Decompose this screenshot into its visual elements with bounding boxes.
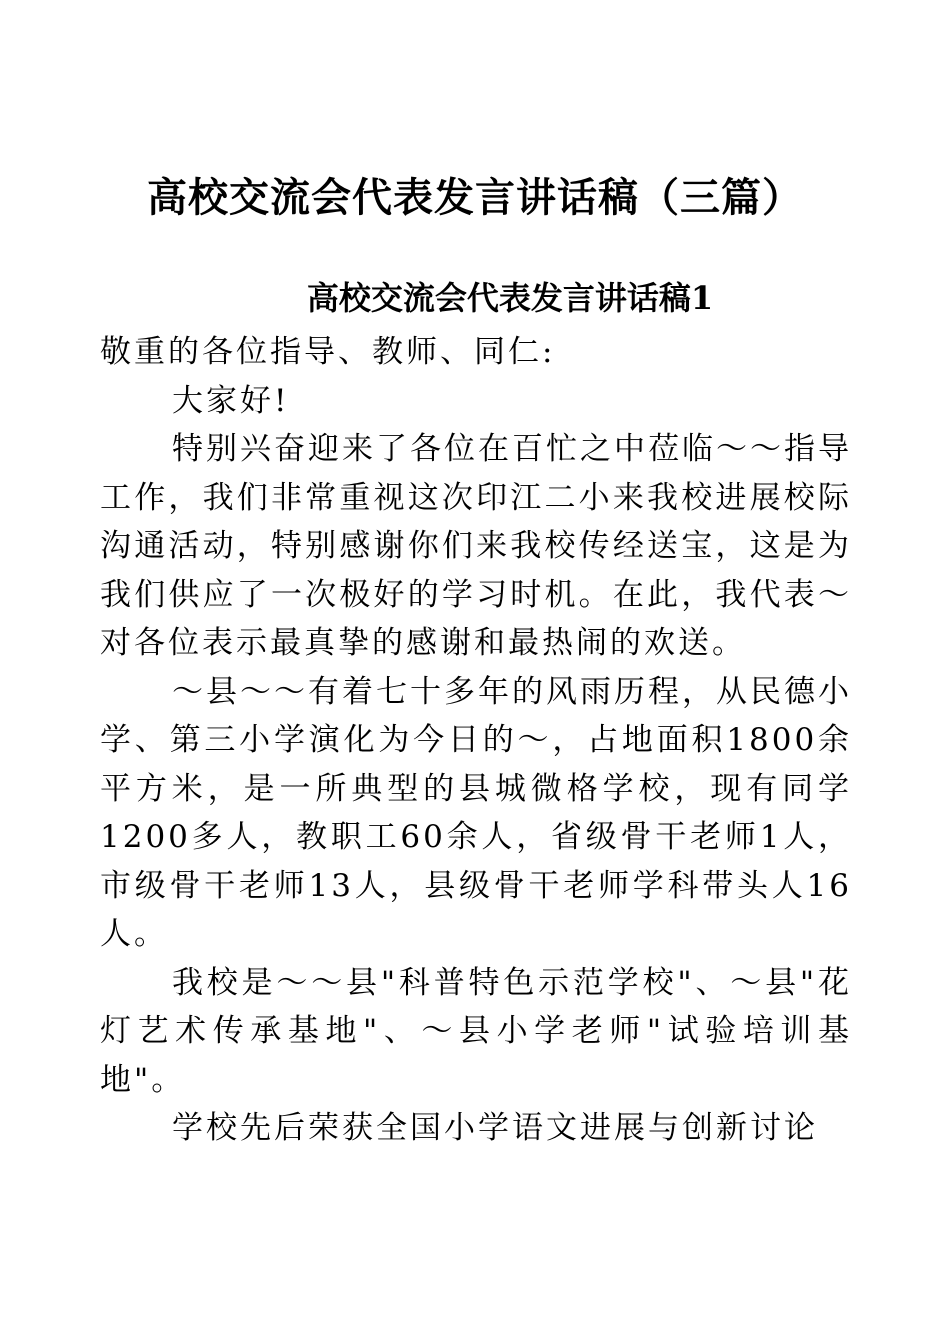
document-title: 高校交流会代表发言讲话稿（三篇）	[147, 174, 803, 221]
salutation: 敬重的各位指导、教师、同仁:	[100, 334, 556, 370]
paragraph-4: 学校先后荣获全国小学语文进展与创新讨论	[172, 1110, 818, 1146]
section-title: 高校交流会代表发言讲话稿1	[306, 279, 714, 317]
paragraph-1: 特别兴奋迎来了各位在百忙之中莅临～～指导工作，我们非常重视这次印江二小来我校进展校际沟通活动，特别感谢你们来我校传经送宝，这是为我们供应了一次极好的学习时机。在此，我代表～对各位表示最真挚的感谢和最热闹的欢送。	[100, 431, 852, 661]
paragraph-2: ～县～～有着七十多年的风雨历程，从民德小学、第三小学演化为今日的～，占地面积1800余平方米，是一所典型的县城微格学校，现有同学1200多人，教职工60余人，省级骨干老师1人，市级骨干老师13人，县级骨干老师学科带头人16人。	[100, 673, 852, 952]
paragraph-3: 我校是～～县"科普特色示范学校"、～县"花灯艺术传承基地"、～县小学老师"试验培训基地"。	[100, 964, 852, 1098]
greeting: 大家好!	[172, 382, 290, 419]
document-body	[100, 328, 852, 1153]
